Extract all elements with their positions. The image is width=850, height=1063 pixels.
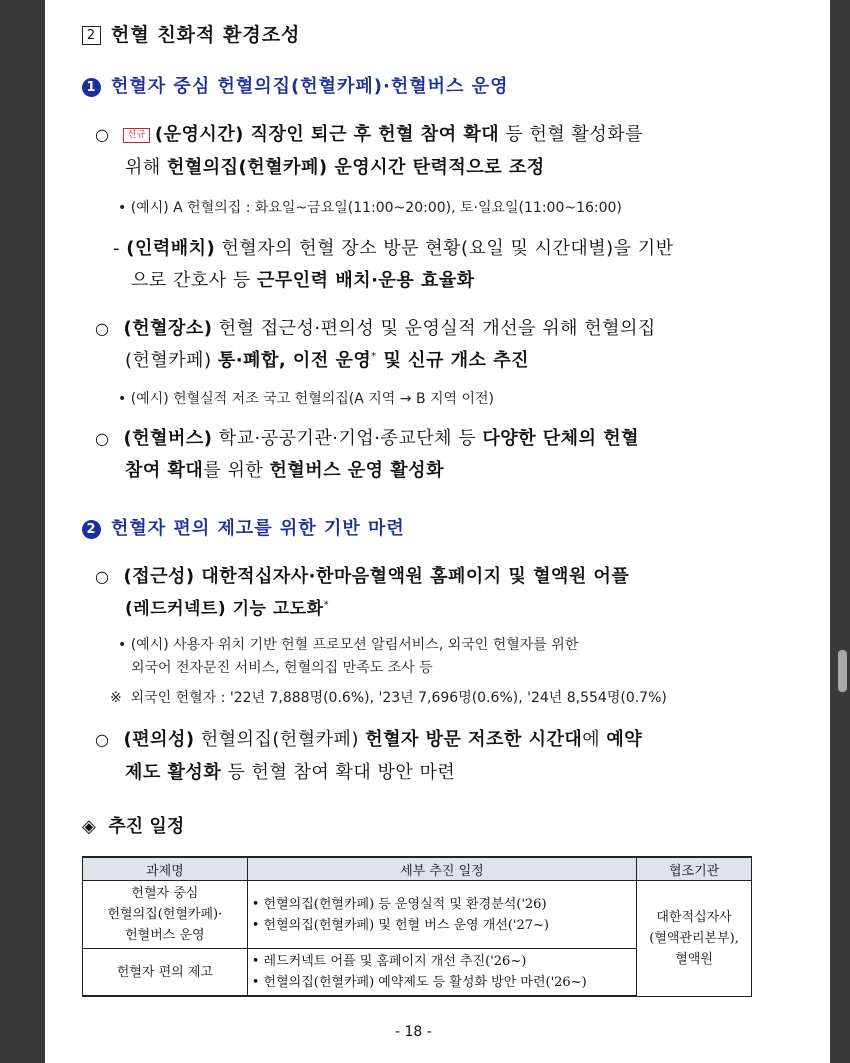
new-badge: 신규: [123, 128, 149, 143]
item-3-l2-mid: 를 위한: [203, 460, 270, 481]
item-5-line-2: [125, 758, 455, 784]
circle-bullet-icon: ○: [95, 730, 110, 749]
partner-line: (혈액관리본부),: [649, 930, 739, 946]
note-mark-icon: ※: [110, 690, 122, 706]
subsection-1-title: [82, 72, 508, 98]
item-5-l2-bold: 제도 활성화: [125, 762, 222, 783]
item-2-line-1: [95, 314, 656, 340]
example-3-line-2: 외국어 전자문진 서비스, 헌혈의집 만족도 조사 등: [131, 660, 433, 676]
table-cell-details: [247, 949, 636, 997]
dash-item-bold: (인력배치): [126, 238, 216, 259]
item-2-l2-bold: 통·폐합, 이전 운영: [217, 350, 372, 371]
dot-bullet-icon: •: [118, 391, 131, 407]
table-cell-details: [247, 881, 636, 949]
item-3-line-1: [95, 424, 639, 450]
item-5-l2-rest: 등 헌혈 참여 확대 방안 마련: [221, 762, 456, 783]
example-3-line-1: [118, 634, 578, 654]
example-2-text: (예시) 헌혈실적 저조 국고 헌혈의집(A 지역 → B 지역 이전): [130, 391, 495, 407]
subsection-2-title: [82, 514, 405, 540]
task-line: 헌혈자 중심: [131, 886, 199, 901]
item-5-line-1: [95, 725, 642, 751]
dash-item-line-2: [131, 266, 475, 292]
item-3-bold: (헌혈버스): [123, 428, 213, 449]
item-5-bold2: 헌혈자 방문 저조한 시간대: [365, 729, 583, 750]
table-cell-partner: [637, 881, 752, 997]
item-4-l2-bold: (레드커넥트) 기능 고도화: [125, 599, 324, 619]
detail-line: • 레드커넥트 어플 및 홈페이지 개선 추진('26~): [251, 954, 527, 969]
section-number-box: 2: [82, 26, 101, 45]
section-title-text: 헌혈 친화적 환경조성: [111, 24, 301, 46]
circle-bullet-icon: ○: [95, 567, 110, 586]
item-3-line-2: [125, 456, 444, 482]
partner-line: 대한적십자사: [656, 909, 732, 925]
item-3-l2-bold2: 헌혈버스 운영 활성화: [269, 460, 444, 481]
item-1-rest: 등 헌혈 활성화를: [499, 124, 644, 145]
item-1-l2-pre: 위해: [125, 157, 167, 178]
item-3-l2-bold: 참여 확대: [125, 460, 204, 481]
item-1-line-2: [125, 153, 545, 179]
detail-line: • 헌혈의집(헌혈카페) 예약제도 등 활성화 방안 마련('26~): [251, 975, 587, 990]
example-3-text-1: (예시) 사용자 위치 기반 헌혈 프로모션 알림서비스, 외국인 헌혈자를 위한: [130, 637, 579, 653]
table-cell-task: [83, 881, 248, 949]
table-header-cell: 세부 추진 일정: [247, 857, 636, 881]
dot-bullet-icon: •: [118, 637, 131, 653]
item-3-rest: 학교·공공기관·기업·종교단체 등: [212, 428, 483, 449]
schedule-title: [82, 812, 184, 838]
note-text: 외국인 헌혈자 : '22년 7,888명(0.6%), '23년 7,696명(0.6%), '24년 8,554명(0.7%): [130, 690, 667, 706]
partner-line: 혈액원: [675, 951, 713, 967]
item-2-l2-bold2: 및 신규 개소 추진: [376, 350, 530, 371]
dash-item-l2-bold: 근무인력 배치·운용 효율화: [257, 270, 475, 291]
table-cell-task: [83, 949, 248, 997]
item-5-rest2: 에: [582, 729, 607, 750]
item-2-line-2: [125, 346, 529, 372]
footnote-mark: *: [371, 351, 377, 362]
circle-number-1: 1: [82, 78, 101, 97]
table-row: [83, 881, 752, 949]
task-line: 헌혈버스 운영: [125, 928, 205, 943]
example-1-text: (예시) A 헌혈의집 : 화요일~금요일(11:00~20:00), 토·일요일(11:00~16:00): [130, 200, 622, 216]
circle-bullet-icon: ○: [95, 125, 110, 144]
item-4-line-1: [95, 562, 629, 588]
dash-bullet-icon: -: [113, 238, 127, 259]
subsection-2-text: 헌혈자 편의 제고를 위한 기반 마련: [111, 518, 405, 539]
subsection-1-text: 헌혈자 중심 헌혈의집(헌혈카페)·헌혈버스 운영: [111, 76, 509, 97]
diamond-icon: ◈: [82, 816, 96, 837]
example-1: [118, 197, 622, 217]
item-2-bold: (헌혈장소): [123, 318, 213, 339]
task-line: 헌혈자 편의 제고: [116, 964, 213, 980]
circle-bullet-icon: ○: [95, 429, 110, 448]
dash-item-line-1: [113, 234, 674, 260]
table-header-cell: 과제명: [83, 857, 248, 881]
schedule-table: [82, 856, 752, 997]
item-3-bold2: 다양한 단체의 헌혈: [482, 428, 639, 449]
item-5-rest: 헌혈의집(헌혈카페): [194, 729, 366, 750]
item-1-l2-bold: 헌혈의집(헌혈카페) 운영시간 탄력적으로 조정: [167, 157, 545, 178]
item-5-bold3: 예약: [606, 729, 643, 750]
section-title: [82, 20, 300, 47]
circle-number-2: 2: [82, 520, 101, 539]
table-header-cell: 협조기관: [637, 857, 752, 881]
dash-item-l2-pre: 으로 간호사 등: [131, 270, 257, 291]
item-4-line-2: [125, 594, 329, 619]
item-1-line-1: [95, 120, 643, 146]
note-line: [110, 687, 667, 707]
item-4-bold: (접근성) 대한적십자사·한마음혈액원 홈페이지 및 혈액원 어플: [123, 566, 630, 587]
footnote-mark: *: [323, 599, 330, 611]
scrollbar-thumb[interactable]: [838, 650, 847, 692]
task-line: 헌혈의집(헌혈카페)·: [107, 907, 223, 922]
table-header-row: [83, 857, 752, 881]
example-2: [118, 388, 494, 408]
circle-bullet-icon: ○: [95, 319, 110, 338]
dash-item-rest: 헌혈자의 헌혈 장소 방문 현황(요일 및 시간대별)을 기반: [215, 238, 674, 259]
item-1-bold: (운영시간) 직장인 퇴근 후 헌혈 참여 확대: [154, 124, 500, 145]
detail-line: • 헌혈의집(헌혈카페) 등 운영실적 및 환경분석('26): [251, 896, 547, 912]
schedule-title-text: 추진 일정: [108, 816, 185, 837]
detail-line: • 헌혈의집(헌혈카페) 및 헌혈 버스 운영 개선('27~): [251, 917, 549, 933]
page-number: - 18 -: [395, 1024, 432, 1040]
item-2-l2-pre: (헌혈카페): [125, 350, 218, 371]
dot-bullet-icon: •: [118, 200, 131, 216]
item-5-bold: (편의성): [123, 729, 195, 750]
item-2-rest: 헌혈 접근성·편의성 및 운영실적 개선을 위해 헌혈의집: [212, 318, 656, 339]
